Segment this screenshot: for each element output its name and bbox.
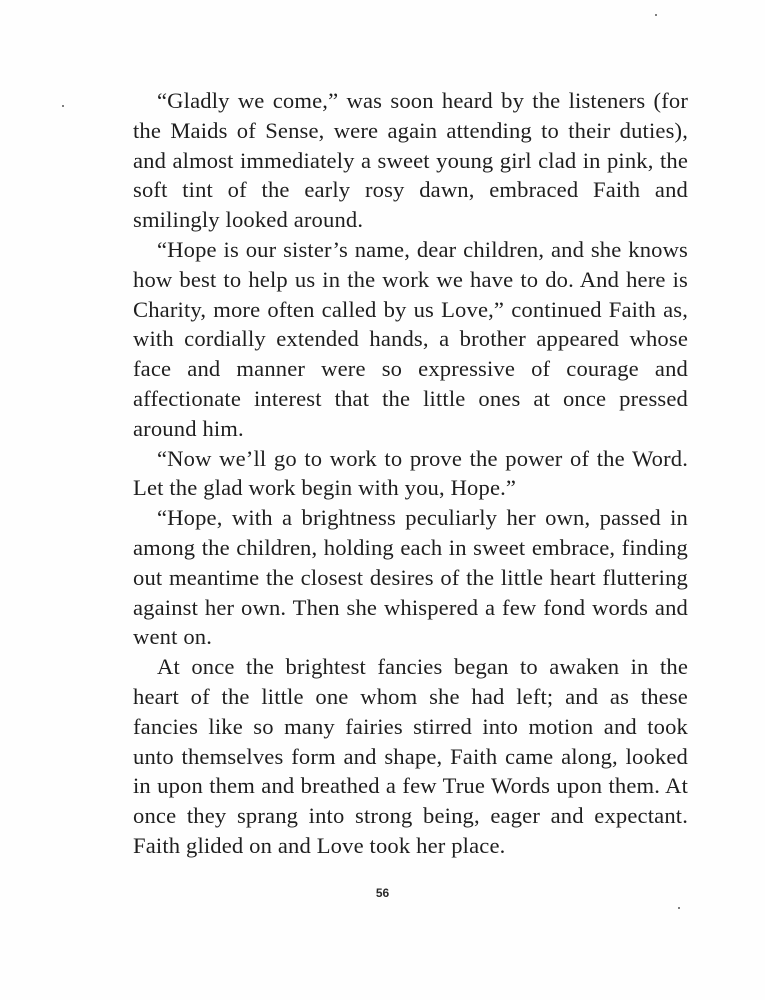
paragraph: “Now we’ll go to work to prove the power of the Word. Let the glad work begin with you, Hope.” [133,445,688,501]
paragraph: “Gladly we come,” was soon heard by the listeners (for the Maids of Sense, were again attending to their duties), and almost immediately a sweet young girl clad in pink, the soft tint of the early rosy dawn, embraced Faith and smilingly looked around. [133,88,688,233]
paragraph: “Hope, with a brightness peculiarly her own, passed in among the children, holding each in sweet embrace, finding out meantime the closest desires of the little heart fluttering against her own. Then she whispered a few fond words and went on. [133,505,688,650]
page-number: 56 [375,886,390,900]
paragraph: “Hope is our sister’s name, dear children, and she knows how best to help us in the work we have to do. And here is Charity, more often called by us Love,” continued Faith as, with cordially extended hands, a brother appeared whose face and manner were so expressive of courage and affectionate interest that the little ones at once pressed around him. [133,236,688,441]
paragraph: At once the brightest fancies began to awaken in the heart of the little one whom she had left; and as these fancies like so many fairies stirred into motion and took unto themselves form and shape, Faith came along, looked in upon them and breathed a few True Words upon them. At once they sprang into strong being, eager and expectant. Faith glided on and Love took her place. [133,654,688,858]
ink-speck [678,907,680,909]
ink-speck [655,14,657,16]
ink-speck [62,105,64,107]
body-text [133,86,688,861]
